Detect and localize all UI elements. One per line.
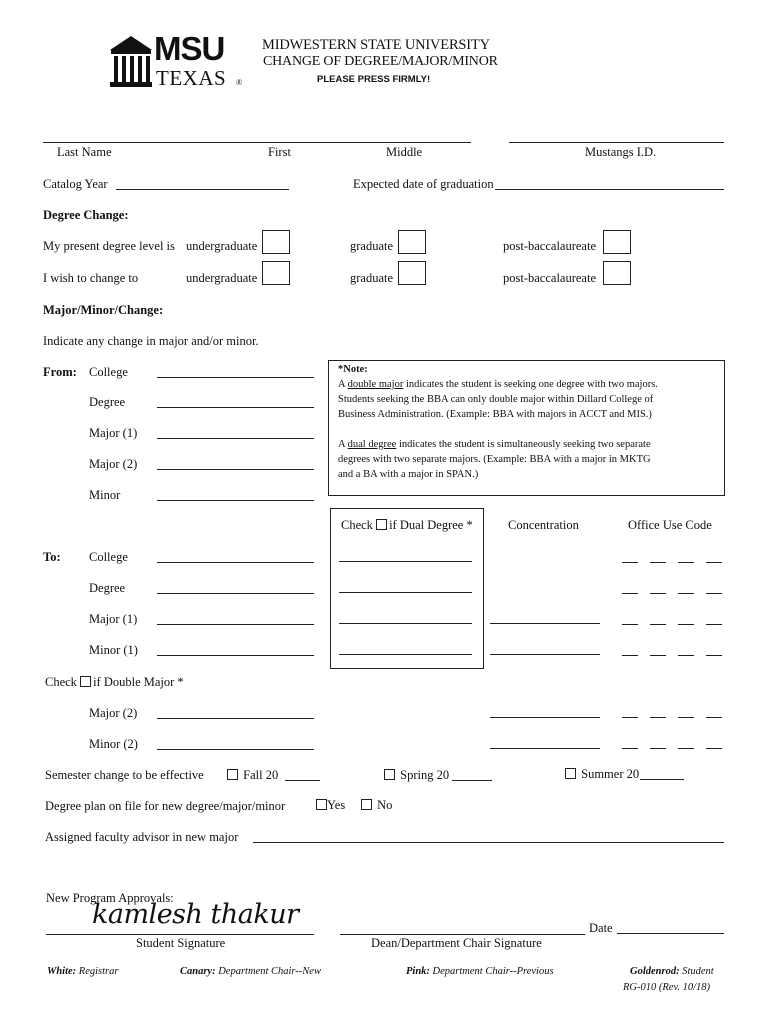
to-college-label: College — [89, 550, 128, 564]
summer-checkbox[interactable] — [565, 768, 576, 779]
dual-degree-term: dual degree — [347, 439, 397, 450]
present-postbac-checkbox[interactable] — [603, 230, 631, 254]
note-line-1: A double major indicates the student is seeking one degree with two majors. — [338, 379, 658, 390]
major-minor-change-heading: Major/Minor/Change: — [43, 303, 164, 317]
from-degree-field[interactable] — [157, 407, 314, 408]
note-line-6: and a BA with a major in SPAN.) — [338, 469, 479, 480]
to-degree-field[interactable] — [157, 593, 314, 594]
wish-change-label: I wish to change to — [43, 271, 139, 285]
advisor-field[interactable] — [253, 842, 724, 843]
from-minor-label: Minor — [89, 488, 121, 502]
double-major2-label: Major (2) — [89, 706, 138, 720]
note-line-4: A dual degree indicates the student is simultaneously seeking two separate — [338, 439, 651, 450]
logo-msu: MSU — [154, 30, 225, 67]
double-major-header: Check if Double Major * — [45, 675, 184, 689]
to-degree-dual-field[interactable] — [339, 592, 472, 593]
degree-plan-yes-checkbox[interactable] — [316, 799, 327, 810]
degree-plan-yes-option[interactable]: Yes — [316, 798, 345, 813]
dean-signature-label: Dean/Department Chair Signature — [371, 936, 542, 950]
mustangs-id-label: Mustangs I.D. — [585, 145, 657, 159]
fall-option[interactable]: Fall 20 — [227, 768, 278, 783]
double-major2-field[interactable] — [157, 718, 314, 719]
press-firmly-instruction: PLEASE PRESS FIRMLY! — [317, 74, 431, 85]
present-undergraduate-label: undergraduate — [186, 239, 258, 253]
present-undergraduate-checkbox[interactable] — [262, 230, 290, 254]
present-graduate-checkbox[interactable] — [398, 230, 426, 254]
degree-plan-no-option[interactable]: No — [361, 798, 392, 813]
to-major1-field[interactable] — [157, 624, 314, 625]
to-label: To: — [43, 550, 61, 564]
dual-degree-checkbox[interactable] — [376, 519, 387, 530]
to-degree-label: Degree — [89, 581, 126, 595]
present-postbac-label: post-baccalaureate — [503, 239, 596, 253]
student-signature-label: Student Signature — [136, 936, 226, 950]
date-field[interactable] — [617, 933, 724, 934]
logo-registered-mark: ® — [236, 78, 243, 87]
approvals-heading: New Program Approvals: — [46, 891, 174, 905]
fall-checkbox[interactable] — [227, 769, 238, 780]
semester-effective-label: Semester change to be effective — [45, 768, 204, 782]
summer-year-field[interactable] — [640, 779, 684, 780]
footer-goldenrod-copy: Goldenrod: Student — [630, 966, 714, 977]
to-minor1-label: Minor (1) — [89, 643, 138, 657]
student-signature-line[interactable] — [46, 934, 314, 935]
note-title: *Note: — [338, 364, 368, 375]
to-minor1-concentration-field[interactable] — [490, 654, 600, 655]
present-degree-label: My present degree level is — [43, 239, 175, 253]
wish-graduate-checkbox[interactable] — [398, 261, 426, 285]
spring-year-field[interactable] — [452, 780, 492, 781]
from-college-label: College — [89, 365, 128, 379]
double-major2-concentration-field[interactable] — [490, 717, 600, 718]
from-label: From: — [43, 365, 77, 379]
from-college-field[interactable] — [157, 377, 314, 378]
note-line-3: Business Administration. (Example: BBA with majors in ACCT and MIS.) — [338, 409, 652, 420]
note-line-5: degrees with two separate majors. (Example: BBA with a major in MKTG — [338, 454, 651, 465]
degree-change-heading: Degree Change: — [43, 208, 129, 222]
university-name: MIDWESTERN STATE UNIVERSITY — [262, 37, 490, 53]
to-college-field[interactable] — [157, 562, 314, 563]
catalog-year-label: Catalog Year — [43, 177, 108, 191]
to-minor1-dual-field[interactable] — [339, 654, 472, 655]
degree-plan-no-checkbox[interactable] — [361, 799, 372, 810]
from-major2-field[interactable] — [157, 469, 314, 470]
wish-postbac-label: post-baccalaureate — [503, 271, 596, 285]
footer-pink-copy: Pink: Department Chair--Previous — [406, 966, 554, 977]
student-signature-value: kamlesh thakur — [92, 899, 299, 930]
university-logo — [108, 30, 248, 90]
concentration-header: Concentration — [508, 518, 579, 532]
university-building-icon — [108, 34, 154, 90]
double-major-term: double major — [347, 379, 404, 390]
name-field-line[interactable] — [43, 142, 471, 143]
catalog-year-field[interactable] — [116, 189, 289, 190]
from-minor-field[interactable] — [157, 500, 314, 501]
logo-texas: TEXAS — [156, 66, 227, 90]
from-degree-label: Degree — [89, 395, 126, 409]
mustangs-id-field-line[interactable] — [509, 142, 724, 143]
double-major-checkbox[interactable] — [80, 676, 91, 687]
from-major1-label: Major (1) — [89, 426, 138, 440]
form-revision-number: RG-010 (Rev. 10/18) — [623, 982, 710, 993]
date-label: Date — [589, 921, 613, 935]
note-box — [328, 360, 725, 496]
dual-degree-header: Check if Dual Degree * — [341, 518, 473, 532]
spring-option[interactable]: Spring 20 — [384, 768, 449, 783]
wish-graduate-label: graduate — [350, 271, 394, 285]
to-college-dual-field[interactable] — [339, 561, 472, 562]
spring-checkbox[interactable] — [384, 769, 395, 780]
first-name-label: First — [268, 145, 291, 159]
form-title: CHANGE OF DEGREE/MAJOR/MINOR — [263, 54, 498, 69]
advisor-label: Assigned faculty advisor in new major — [45, 830, 239, 844]
expected-graduation-field[interactable] — [495, 189, 724, 190]
footer-canary-copy: Canary: Department Chair--New — [180, 966, 321, 977]
note-line-2: Students seeking the BBA can only double major within Dillard College of — [338, 394, 654, 405]
degree-plan-label: Degree plan on file for new degree/major/minor — [45, 799, 286, 813]
last-name-label: Last Name — [57, 145, 112, 159]
middle-name-label: Middle — [386, 145, 423, 159]
double-minor2-field[interactable] — [157, 749, 314, 750]
expected-graduation-label: Expected date of graduation — [353, 177, 494, 191]
to-major1-label: Major (1) — [89, 612, 138, 626]
from-major1-field[interactable] — [157, 438, 314, 439]
summer-option[interactable]: Summer 20 — [565, 767, 639, 782]
double-minor2-label: Minor (2) — [89, 737, 138, 751]
fall-year-field[interactable] — [285, 780, 320, 781]
office-use-code-header: Office Use Code — [628, 518, 712, 532]
footer-white-copy: White: Registrar — [47, 966, 119, 977]
wish-undergraduate-label: undergraduate — [186, 271, 258, 285]
to-major1-dual-field[interactable] — [339, 623, 472, 624]
wish-undergraduate-checkbox[interactable] — [262, 261, 290, 285]
double-minor2-concentration-field[interactable] — [490, 748, 600, 749]
dean-signature-line[interactable] — [340, 934, 585, 935]
indicate-change-text: Indicate any change in major and/or minor. — [43, 334, 259, 348]
to-major1-concentration-field[interactable] — [490, 623, 600, 624]
to-minor1-field[interactable] — [157, 655, 314, 656]
present-graduate-label: graduate — [350, 239, 394, 253]
from-major2-label: Major (2) — [89, 457, 138, 471]
wish-postbac-checkbox[interactable] — [603, 261, 631, 285]
